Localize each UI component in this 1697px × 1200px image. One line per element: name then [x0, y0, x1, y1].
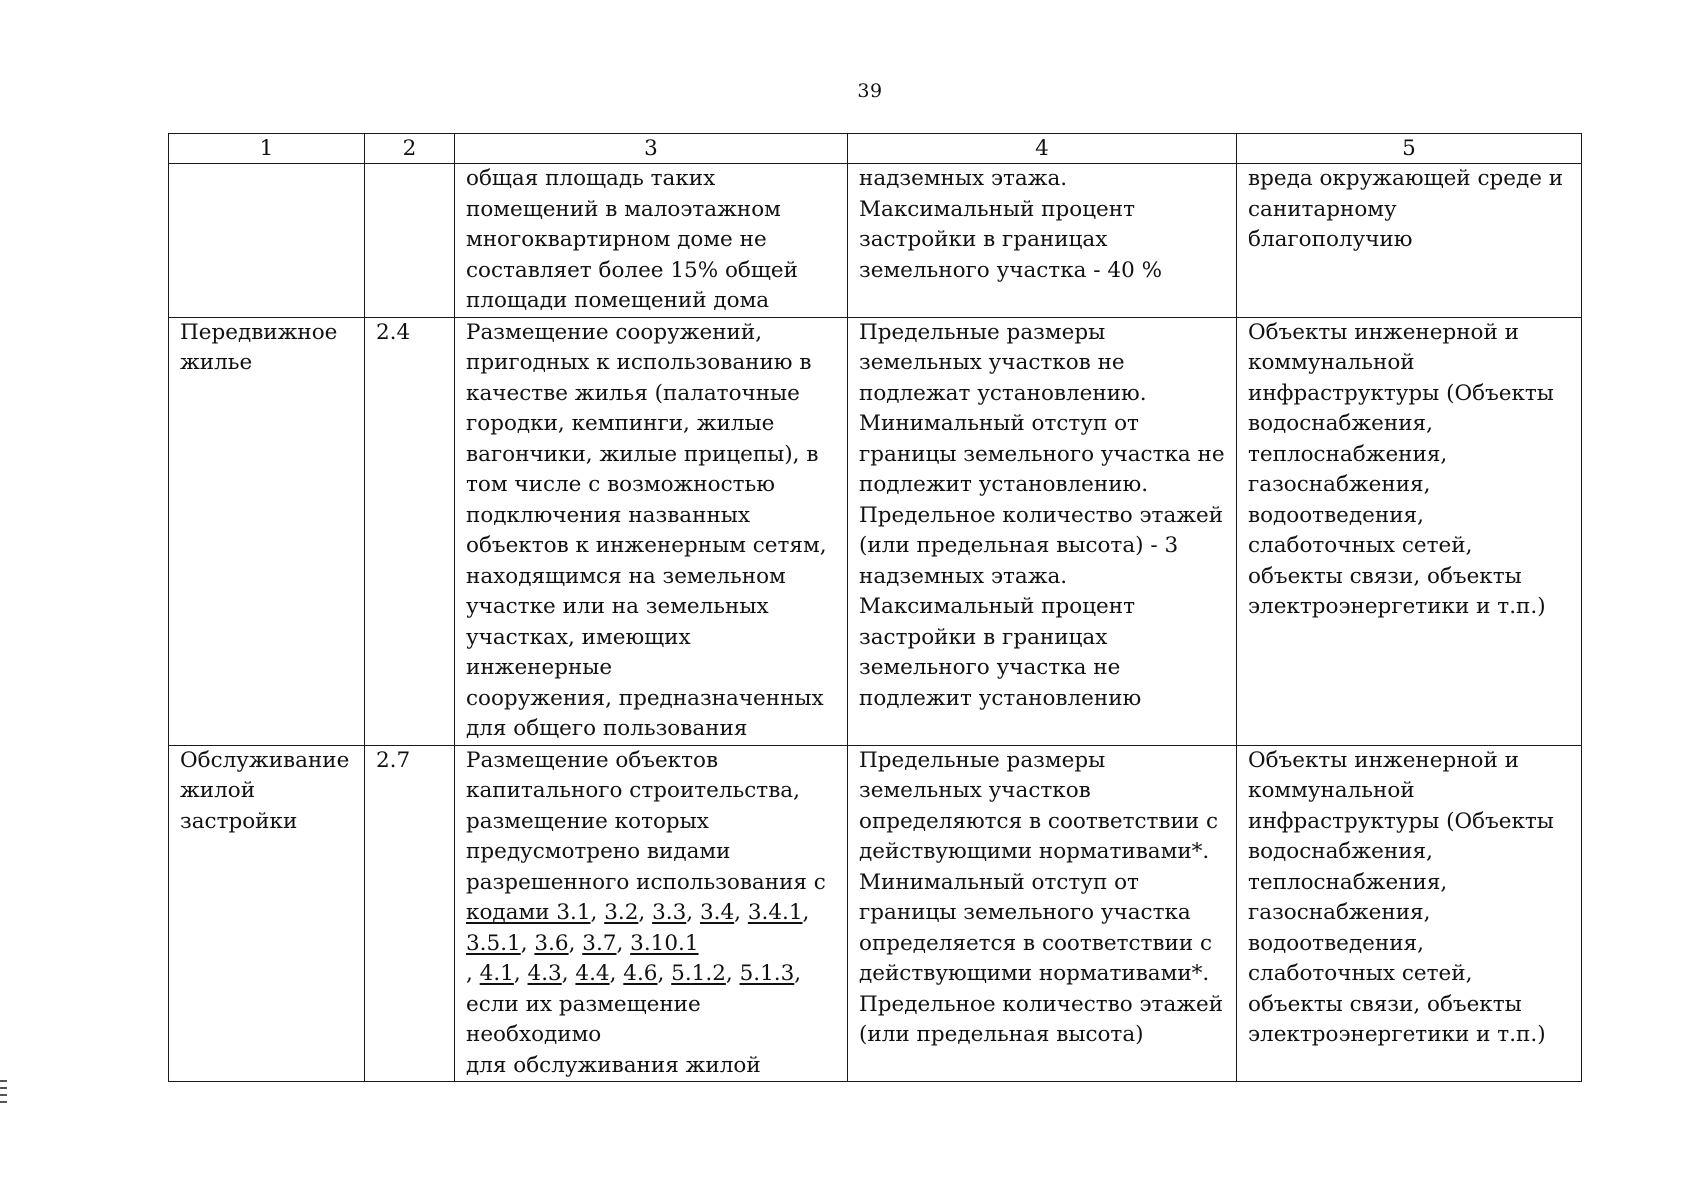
code-link[interactable]: 4.1: [479, 961, 514, 986]
table-row-mobile-housing: [169, 317, 1582, 745]
cell-use-description: [455, 745, 848, 1082]
cell-auxiliary-uses: вреда окружающей среде и санитарному благополучию: [1237, 164, 1582, 318]
description-intro: Размещение объектов капитального строительства, размещение которых предусмотрено видами разрешенного использования с: [466, 747, 826, 895]
column-header-4: 4: [848, 134, 1237, 164]
cell-parameters: Предельные размеры земельных участков не подлежат установлению. Минимальный отступ от границы земельного участка не подлежит установлению. Предельное количество этажей (или предельная высота) - 3 надземных этажа. Максимальный процент застройки в границах земельного участка не подлежит установлению: [848, 317, 1237, 745]
cell-use-name: Передвижное жилье: [169, 317, 365, 745]
column-header-3: 3: [455, 134, 848, 164]
cell-use-description: общая площадь таких помещений в малоэтажном многоквартирном доме не составляет более 15% общей площади помещений дома: [455, 164, 848, 318]
codes-line: 3.5.1, 3.6, 3.7, 3.10.1: [466, 930, 699, 956]
code-link[interactable]: 4.6: [623, 961, 658, 986]
cell-use-code: [365, 164, 455, 318]
scan-edge-mark: [0, 1101, 7, 1103]
scan-edge-mark: [0, 1087, 7, 1089]
code-link[interactable]: 4.4: [575, 961, 610, 986]
code-link[interactable]: кодами 3.1: [466, 900, 591, 925]
table-row-residential-service: [169, 745, 1582, 1082]
code-link[interactable]: 3.7: [582, 930, 617, 956]
column-header-2: 2: [365, 134, 455, 164]
code-link[interactable]: 3.2: [604, 900, 639, 925]
cell-use-name: [169, 164, 365, 318]
codes-list: [466, 900, 809, 986]
land-use-table: [168, 133, 1582, 1082]
code-link[interactable]: 3.4: [699, 900, 735, 925]
code-link[interactable]: 5.1.2: [671, 961, 726, 986]
code-link[interactable]: 4.3: [527, 961, 562, 986]
cell-parameters: надземных этажа. Максимальный процент застройки в границах земельного участка - 40 %: [848, 164, 1237, 318]
column-header-1: 1: [169, 134, 365, 164]
code-link[interactable]: 3.4.1: [747, 900, 803, 925]
code-link[interactable]: 3.3: [652, 900, 687, 925]
code-link[interactable]: 3.6: [534, 930, 569, 956]
cell-auxiliary-uses: Объекты инженерной и коммунальной инфраструктуры (Объекты водоснабжения, теплоснабжения, газоснабжения, водоотведения, слаботочных сетей, объекты связи, объекты электроэнергетики и т.п.): [1237, 745, 1582, 1082]
cell-use-description: Размещение сооружений, пригодных к использованию в качестве жилья (палаточные городки, кемпинги, жилые вагончики, жилые прицепы), в том числе с возможностью подключения названных объектов к инженерным сетям, находящимся на земельном участке или на земельных участках, имеющих инженерные сооружения, предназначенных для общего пользования: [455, 317, 848, 745]
codes-line: кодами 3.1, 3.2, 3.3, 3.4, 3.4.1,: [466, 900, 810, 925]
code-link[interactable]: 3.5.1: [466, 930, 521, 956]
cell-use-name: Обслуживание жилой застройки: [169, 745, 365, 1082]
page-number: 39: [857, 80, 883, 102]
code-link[interactable]: 3.10.1: [630, 930, 699, 956]
description-outro: если их размещение необходимо для обслуживания жилой: [466, 991, 761, 1078]
table-header-row: [169, 134, 1582, 164]
code-link[interactable]: 5.1.3: [739, 961, 795, 986]
cell-auxiliary-uses: Объекты инженерной и коммунальной инфраструктуры (Объекты водоснабжения, теплоснабжения, газоснабжения, водоотведения, слаботочных сетей, объекты связи, объекты электроэнергетики и т.п.): [1237, 317, 1582, 745]
scan-edge-mark: [0, 1080, 7, 1082]
codes-line: , 4.1, 4.3, 4.4, 4.6, 5.1.2, 5.1.3,: [466, 961, 802, 986]
table-row-continuation: [169, 164, 1582, 318]
cell-use-code: 2.7: [365, 745, 455, 1082]
cell-parameters: Предельные размеры земельных участков определяются в соответствии с действующими нормативами*. Минимальный отступ от границы земельного участка определяется в соответствии с действующими нормативами*. Предельное количество этажей (или предельная высота): [848, 745, 1237, 1082]
column-header-5: 5: [1237, 134, 1582, 164]
cell-use-code: 2.4: [365, 317, 455, 745]
scan-edge-mark: [0, 1094, 7, 1096]
